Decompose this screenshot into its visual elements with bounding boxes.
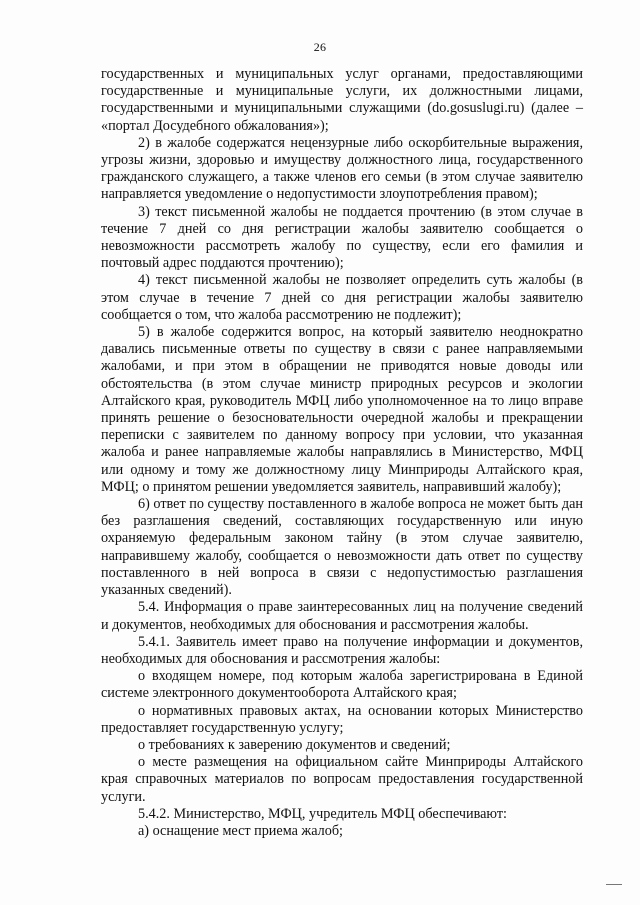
section-5-4-2-intro: 5.4.2. Министерство, МФЦ, учредитель МФЦ обеспечивают:	[138, 805, 507, 822]
paragraph-1-continuation: государственных и муниципальных услуг органами, предоставляющими государственные и муниципальные услуги, их должностными лицами, государственными и муниципальными служащими (do.gosuslugi.ru) (далее – «портал Досудебного обжалования»);	[101, 66, 583, 134]
rights-item-document-certification: о требованиях к заверению документов и сведений;	[138, 736, 451, 753]
page-number: 26	[313, 40, 327, 54]
section-5-4-heading: 5.4. Информация о праве заинтересованных лиц на получение сведений и документов, необходимых для обоснования и рассмотрения жалобы.	[101, 599, 583, 633]
paragraph-item-6: 6) ответ по существу поставленного в жалобе вопроса не может быть дан без разглашения сведений, составляющих государственную или иную охраняемую федеральным законом тайну (в этом случае заявителю, направившему жалобу, сообщается о невозможности дать ответ по существу поставленного в ней вопроса в связи с недопустимостью разглашения указанных сведений).	[101, 496, 583, 599]
rights-item-incoming-number: о входящем номере, под которым жалоба зарегистрирована в Единой системе электронного документооборота Алтайского края;	[101, 668, 583, 702]
paragraph-item-4: 4) текст письменной жалобы не позволяет определить суть жалобы (в этом случае в течение 7 дней со дня регистрации жалобы заявителю сообщается о том, что жалоба рассмотрению не подлежит);	[101, 272, 583, 323]
rights-item-reference-materials: о месте размещения на официальном сайте Минприроды Алтайского края справочных материалов по вопросам предоставления государственной услуги.	[101, 754, 583, 805]
section-5-4-1-intro: 5.4.1. Заявитель имеет право на получение информации и документов, необходимых для обоснования и рассмотрения жалобы:	[101, 633, 583, 667]
paragraph-item-3: 3) текст письменной жалобы не поддается прочтению (в этом случае в течение 7 дней со дня регистрации жалобы заявителю сообщается о невозможности рассмотреть жалобу по существу, если его фамилия и почтовый адрес поддаются прочтению);	[101, 203, 583, 272]
provision-item-a: а) оснащение мест приема жалоб;	[138, 822, 343, 839]
rights-item-legal-acts: о нормативных правовых актах, на основании которых Министерство предоставляет государственную услугу;	[101, 702, 583, 736]
page-edge-mark	[606, 884, 622, 885]
paragraph-item-2: 2) в жалобе содержатся нецензурные либо оскорбительные выражения, угрозы жизни, здоровью и имуществу должностного лица, государственного гражданского служащего, а также членов его семьи (в этом случае заявителю направляется уведомление о недопустимости злоупотребления правом);	[101, 134, 583, 203]
document-text	[101, 66, 583, 840]
paragraph-item-5: 5) в жалобе содержится вопрос, на который заявителю неоднократно давались письменные ответы по существу в связи с ранее направляемыми жалобами, и при этом в обращении не приводятся новые доводы или обстоятельства (в этом случае министр природных ресурсов и экологии Алтайского края, руководитель МФЦ либо уполномоченное на то лицо вправе принять решение о безосновательности очередной жалобы и прекращении переписки с заявителем по данному вопросу при условии, что указанная жалоба и ранее направляемые жалобы направлялись в Министерство, МФЦ или одному и тому же должностному лицу Минприроды Алтайского края, МФЦ; о принятом решении уведомляется заявитель, направивший жалобу);	[101, 324, 583, 495]
